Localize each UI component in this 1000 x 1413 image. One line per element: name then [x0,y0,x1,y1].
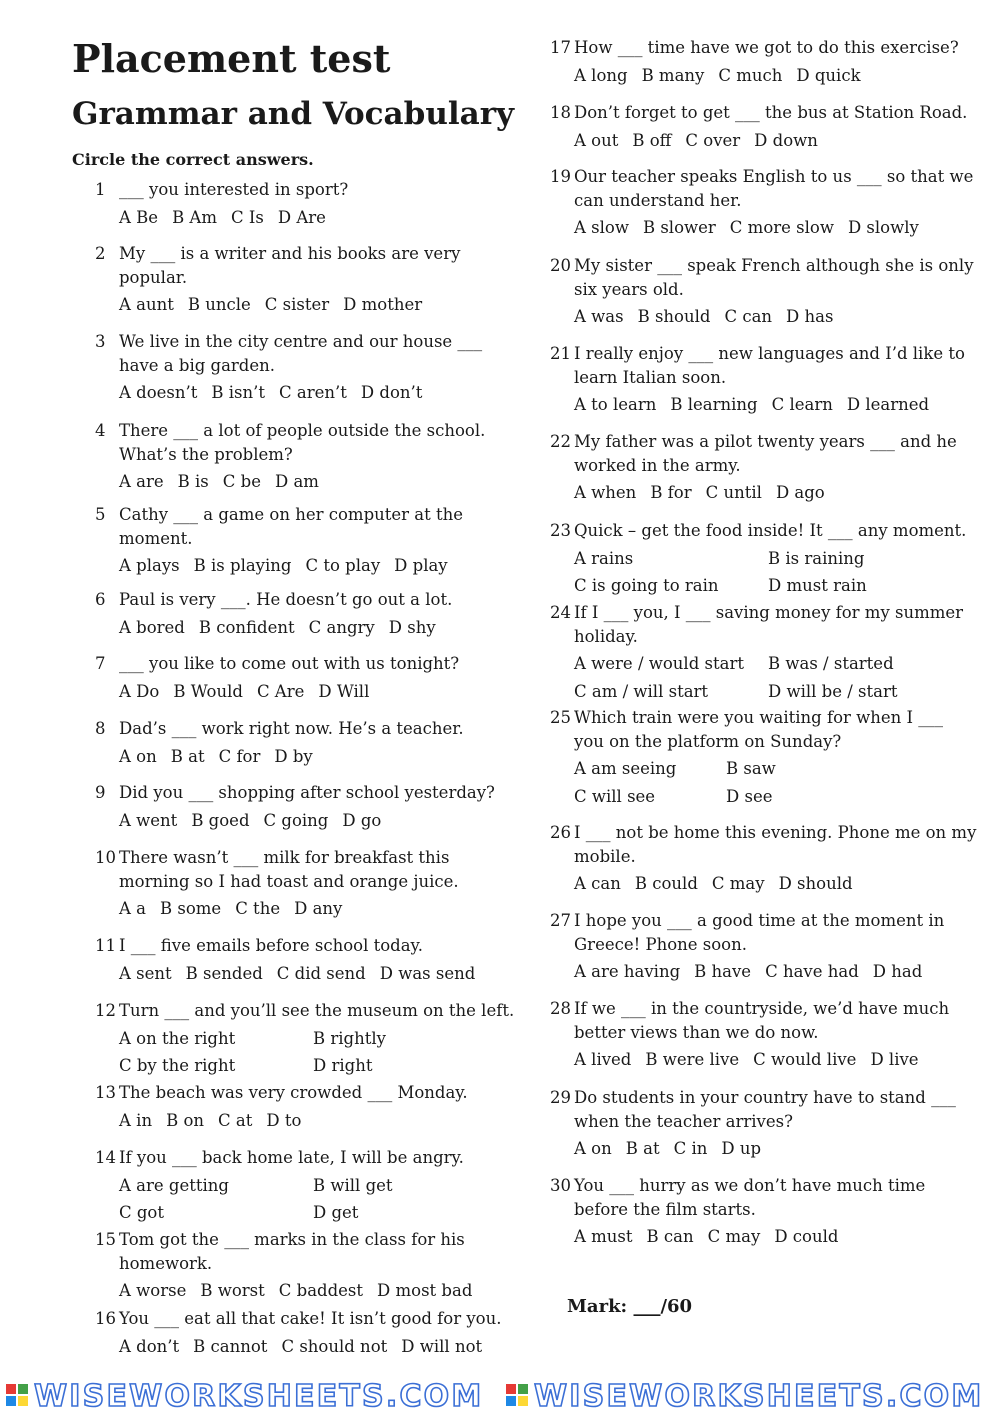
answer-option[interactable]: B was / started [768,654,894,673]
question-text: Cathy ___ a game on her computer at the [119,505,464,524]
answer-option[interactable]: D Will [318,681,370,701]
answer-option[interactable]: B uncle [187,295,251,314]
question-12 [95,999,514,1078]
answer-option[interactable]: B can [646,1227,694,1246]
question-14 [95,1146,507,1225]
question-number: 28 [550,999,571,1018]
answer-option[interactable]: C is going to rain [574,576,719,595]
answer-option[interactable]: A went [119,810,178,830]
answer-option[interactable]: C much [718,65,783,85]
answer-option[interactable]: B goed [191,810,250,830]
answer-option[interactable]: A on [119,746,157,766]
question-11 [95,934,489,985]
answer-option[interactable]: D right [313,1056,373,1075]
question-number: 9 [95,783,106,802]
question-text: If I ___ you, I ___ saving money for my summer [574,603,964,622]
question-number: 15 [95,1230,116,1249]
answer-option[interactable]: D up [721,1139,762,1158]
answer-option[interactable]: B will get [313,1175,393,1195]
answer-option[interactable]: A were / would start [574,654,744,673]
answer-option[interactable]: C will see [574,786,656,806]
answer-option[interactable]: B confident [198,617,295,637]
question-text: Greece! Phone soon. [574,934,747,954]
answer-option[interactable]: A rains [574,548,634,568]
answer-option[interactable]: A out [574,130,619,150]
question-text: I hope you ___ a good time at the moment in [574,911,945,930]
answer-option[interactable]: C sister [264,295,330,314]
answer-option[interactable]: B worst [200,1281,265,1300]
answer-option[interactable]: A when [574,483,637,502]
question-text: There ___ a lot of people outside the school. [119,421,486,440]
question-text: Tom got the ___ marks in the class for his [119,1230,465,1249]
answer-option[interactable]: C aren’t [279,383,347,402]
question-18 [550,101,967,152]
question-9 [95,781,495,832]
question-text: when the teacher arrives? [574,1111,793,1131]
answer-option[interactable]: A bored [119,617,185,637]
answer-option[interactable]: A Be [119,207,159,227]
question-number: 3 [95,332,106,351]
answer-option[interactable]: C to play [305,556,381,575]
question-number: 30 [550,1176,571,1195]
answer-option[interactable]: D don’t [360,383,423,402]
question-text: There wasn’t ___ milk for breakfast this [119,848,450,867]
question-number: 20 [550,256,571,275]
answer-option[interactable]: D ago [775,483,825,502]
question-13 [95,1081,468,1132]
question-text: you on the platform on Sunday? [574,731,842,751]
answer-option[interactable]: D has [786,307,834,326]
question-number: 14 [95,1148,116,1167]
answer-option[interactable]: B many [641,65,705,85]
answer-option[interactable]: C the [235,899,281,918]
answer-option[interactable]: C would live [753,1050,857,1069]
question-text: Turn ___ and you’ll see the museum on the left. [119,1001,515,1020]
watermark-text-left: WISEWORKSHEETS.COM [34,1379,484,1413]
question-text: Paul is very ___. He doesn’t go out a lot. [119,590,453,609]
question-text: moment. [119,528,193,548]
answer-option[interactable]: D live [870,1050,919,1069]
answer-option[interactable]: C learn [771,395,833,414]
question-29 [550,1086,956,1161]
question-text: What’s the problem? [119,444,293,464]
question-text: You ___ eat all that cake! It isn’t good for you. [119,1309,502,1328]
answer-option[interactable]: A long [574,65,628,85]
question-text: You ___ hurry as we don’t have much time [574,1176,926,1195]
answer-option[interactable]: D most bad [377,1281,473,1300]
answer-option[interactable]: B saw [726,759,776,778]
question-number: 29 [550,1088,571,1107]
question-number: 21 [550,344,571,363]
answer-option[interactable]: D am [274,472,319,491]
answer-option[interactable]: A to learn [574,395,657,414]
watermark-logo-left [6,1384,28,1406]
answer-option[interactable]: B isn’t [211,383,266,402]
question-number: 13 [95,1083,116,1102]
question-number: 17 [550,38,571,57]
question-30 [550,1174,925,1249]
mark-total: Mark: ___/60 [567,1296,693,1317]
question-number: 1 [95,180,106,199]
answer-option[interactable]: C in [673,1139,708,1158]
answer-option[interactable]: A can [574,874,621,893]
answer-option[interactable]: B is [177,472,209,491]
answer-option[interactable]: B off [632,130,672,150]
answer-option[interactable]: C more slow [729,218,834,237]
question-text: I really enjoy ___ new languages and I’d like to [574,344,965,363]
question-15 [95,1228,486,1303]
answer-option[interactable]: D had [872,962,923,981]
question-text: The beach was very crowded ___ Monday. [119,1083,468,1102]
answer-option[interactable]: C did send [276,963,366,983]
question-text: My sister ___ speak French although she is only [574,256,974,275]
answer-option[interactable]: D by [274,746,313,766]
answer-option[interactable]: C should not [281,1336,388,1356]
question-5 [95,503,463,578]
answer-option[interactable]: C Are [256,681,305,701]
question-21 [550,342,965,417]
answer-option[interactable]: B for [650,483,692,502]
answer-option[interactable]: C baddest [278,1281,364,1300]
answer-option[interactable]: B slower [642,218,716,237]
question-text: If you ___ back home late, I will be angry. [119,1148,464,1167]
question-text: Which train were you waiting for when I ___ [574,708,944,727]
answer-option[interactable]: A am seeing [574,759,677,778]
answer-option[interactable]: C be [222,472,261,491]
question-text: We live in the city centre and our house ___ [119,332,483,351]
question-24 [550,601,963,703]
question-text: Don’t forget to get ___ the bus at Station Road. [574,103,968,122]
question-text: I ___ five emails before school today. [119,936,423,955]
question-7 [95,652,459,703]
answer-option[interactable]: C have had [765,962,859,981]
question-number: 23 [550,521,571,540]
question-26 [550,821,976,896]
answer-option[interactable]: C Is [231,207,264,227]
question-6 [95,588,452,639]
question-number: 27 [550,911,571,930]
question-text: before the film starts. [574,1199,756,1219]
answer-option[interactable]: A are [119,472,164,491]
answer-option[interactable]: D down [754,130,818,150]
answer-option[interactable]: B is raining [768,548,865,568]
answer-option[interactable]: B at [625,1139,660,1158]
answer-option[interactable]: A slow [574,218,629,237]
answer-option[interactable]: B should [637,307,711,326]
question-3 [95,330,482,405]
question-text: ___ you like to come out with us tonight? [119,654,460,673]
question-number: 5 [95,505,106,524]
question-text: morning so I had toast and orange juice. [119,871,459,891]
question-22 [550,430,957,505]
answer-option[interactable]: D slowly [847,218,919,237]
answer-option[interactable]: B sended [185,963,263,983]
answer-option[interactable]: A are having [574,962,681,981]
answer-option[interactable]: A doesn’t [119,383,198,402]
answer-option[interactable]: D play [394,556,448,575]
answer-option[interactable]: C over [685,130,741,150]
answer-option[interactable]: D go [342,810,382,830]
question-text: Our teacher speaks English to us ___ so that we [574,167,974,186]
answer-option[interactable]: A sent [119,963,172,983]
question-text: worked in the army. [574,455,741,475]
answer-option[interactable]: C got [119,1203,164,1222]
question-number: 11 [95,936,116,955]
answer-option[interactable]: B some [160,899,222,918]
answer-option[interactable]: C angry [308,617,375,637]
answer-option[interactable]: D will be / start [768,681,898,701]
answer-option[interactable]: B on [166,1110,205,1130]
answer-option[interactable]: D must rain [768,576,867,595]
question-text: have a big garden. [119,355,276,375]
answer-option[interactable]: A worse [119,1281,187,1300]
question-text: If we ___ in the countryside, we’d have much [574,999,950,1018]
question-text: I ___ not be home this evening. Phone me on my [574,823,977,842]
question-text: How ___ time have we got to do this exercise? [574,38,959,57]
question-number: 10 [95,848,116,867]
answer-option[interactable]: D was send [379,963,476,983]
question-text: Do students in your country have to stand ___ [574,1088,956,1107]
answer-option[interactable]: B cannot [193,1336,268,1356]
question-19 [550,165,973,240]
answer-option[interactable]: B at [170,746,205,766]
question-number: 19 [550,167,571,186]
answer-option[interactable]: A aunt [119,295,174,314]
answer-option[interactable]: A on the right [119,1028,236,1048]
answer-option[interactable]: D will not [401,1336,483,1356]
answer-option[interactable]: A Do [119,681,160,701]
question-text: Did you ___ shopping after school yesterday? [119,783,495,802]
answer-option[interactable]: A must [574,1227,633,1246]
answer-option[interactable]: D Are [277,207,326,227]
question-text: Dad’s ___ work right now. He’s a teacher. [119,719,464,738]
question-number: 7 [95,654,106,673]
question-text: popular. [119,267,188,287]
question-23 [550,519,966,598]
question-text: holiday. [574,626,638,646]
question-text: better views than we do now. [574,1022,819,1042]
answer-option[interactable]: A on [574,1139,612,1158]
answer-option[interactable]: C may [707,1227,761,1246]
question-text: My ___ is a writer and his books are very [119,244,461,263]
question-text: learn Italian soon. [574,367,727,387]
answer-option[interactable]: D get [313,1203,359,1222]
question-2 [95,242,460,317]
answer-option[interactable]: A lived [574,1050,632,1069]
question-text: mobile. [574,846,636,866]
question-28 [550,997,949,1072]
question-text: Quick – get the food inside! It ___ any moment. [574,521,967,540]
answer-option[interactable]: B learning [670,395,758,414]
page-title: Placement test [72,36,391,81]
question-25 [550,706,943,808]
question-text: My father was a pilot twenty years ___ and he [574,432,957,451]
question-number: 4 [95,421,106,440]
answer-option[interactable]: A was [574,307,624,326]
answer-option[interactable]: B have [694,962,752,981]
answer-option[interactable]: B is playing [193,556,292,575]
answer-option[interactable]: A don’t [119,1336,180,1356]
answer-option[interactable]: D shy [388,617,436,637]
answer-option[interactable]: B rightly [313,1028,386,1048]
question-17 [550,36,959,87]
page-subtitle: Grammar and Vocabulary [72,96,515,132]
instructions: Circle the correct answers. [72,150,314,169]
question-20 [550,254,974,329]
question-number: 24 [550,603,571,622]
question-10 [95,846,459,921]
answer-option[interactable]: D should [778,874,853,893]
answer-option[interactable]: C may [711,874,765,893]
question-number: 2 [95,244,106,263]
answer-option[interactable]: D learned [846,395,930,414]
footer-watermark [0,1377,1000,1413]
question-number: 26 [550,823,571,842]
answer-option[interactable]: C going [263,810,329,830]
answer-option[interactable]: C at [218,1110,253,1130]
question-27 [550,909,944,984]
question-number: 12 [95,1001,116,1020]
answer-option[interactable]: D quick [796,65,861,85]
answer-option[interactable]: D see [726,786,773,806]
watermark-text-right: WISEWORKSHEETS.COM [534,1379,984,1413]
question-number: 18 [550,103,571,122]
answer-option[interactable]: A plays [119,556,180,575]
answer-option[interactable]: D to [266,1110,302,1130]
question-number: 16 [95,1309,116,1328]
question-text: can understand her. [574,190,742,210]
question-number: 8 [95,719,106,738]
answer-option[interactable]: B Am [172,207,217,227]
question-number: 22 [550,432,571,451]
question-text: homework. [119,1253,213,1273]
question-16 [95,1307,501,1358]
question-1 [95,178,348,229]
answer-option[interactable]: A are getting [119,1175,229,1195]
answer-option[interactable]: A a [119,899,146,918]
answer-option[interactable]: D any [294,899,343,918]
watermark-logo-right [506,1384,528,1406]
answer-option[interactable]: C for [218,746,261,766]
answer-option[interactable]: B could [634,874,698,893]
answer-option[interactable]: B Would [173,681,243,701]
question-number: 6 [95,590,106,609]
answer-option[interactable]: D could [774,1227,839,1246]
question-number: 25 [550,708,571,727]
answer-option[interactable]: C am / will start [574,681,709,701]
answer-option[interactable]: B were live [645,1050,740,1069]
answer-option[interactable]: A in [119,1110,153,1130]
answer-option[interactable]: C can [724,307,773,326]
question-text: ___ you interested in sport? [119,180,349,199]
answer-option[interactable]: C by the right [119,1056,236,1075]
answer-option[interactable]: D mother [343,295,423,314]
answer-option[interactable]: C until [705,483,762,502]
question-8 [95,717,464,768]
question-text: six years old. [574,279,684,299]
question-4 [95,419,485,494]
